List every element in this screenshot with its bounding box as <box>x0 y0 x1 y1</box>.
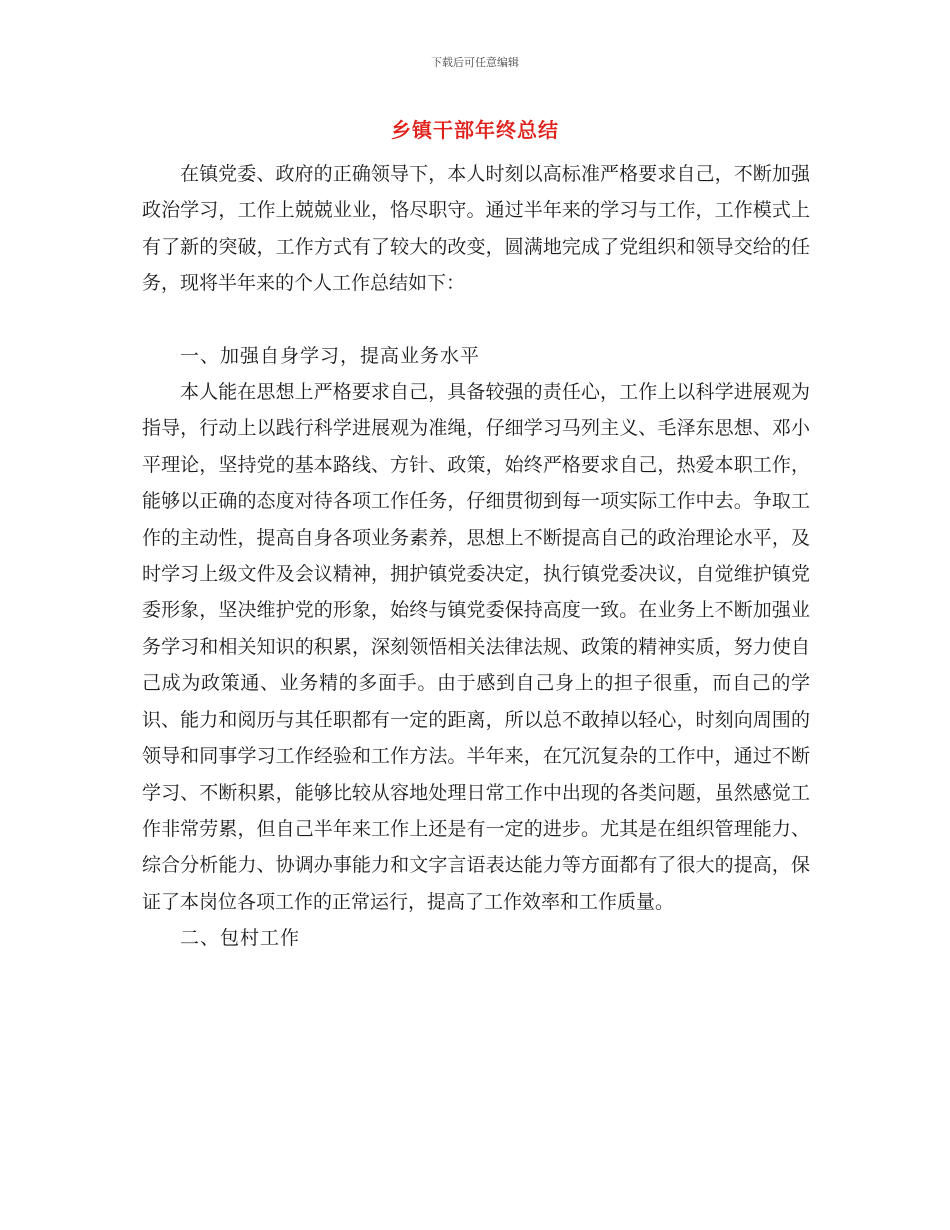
intro-paragraph: 在镇党委、政府的正确领导下，本人时刻以高标准严格要求自己，不断加强政治学习，工作上兢兢业业，恪尽职守。通过半年来的学习与工作，工作模式上有了新的突破，工作方式有了较大的改变，圆满地完成了党组织和领导交给的任务，现将半年来的个人工作总结如下： <box>142 163 810 295</box>
section-heading-2: 二、包村工作 <box>180 927 301 950</box>
document-title: 乡镇干部年终总结 <box>391 118 559 142</box>
section-1-paragraph: 本人能在思想上严格要求自己，具备较强的责任心，工作上以科学进展观为指导，行动上以践行科学进展观为准绳，仔细学习马列主义、毛泽东思想、邓小平理论，坚持党的基本路线、方针、政策，始终严格要求自己，热爱本职工作，能够以正确的态度对待各项工作任务，仔细贯彻到每一项实际工作中去。争取工作的主动性，提高自身各项业务素养，思想上不断提高自己的政治理论水平，及时学习上级文件及会议精神，拥护镇党委决定，执行镇党委决议，自觉维护镇党委形象，坚决维护党的形象，始终与镇党委保持高度一致。在业务上不断加强业务学习和相关知识的积累，深刻领悟相关法律法规、政策的精神实质，努力使自己成为政策通、业务精的多面手。由于感到自己身上的担子很重，而自己的学识、能力和阅历与其任职都有一定的距离，所以总不敢掉以轻心，时刻向周围的领导和同事学习工作经验和工作方法。半年来，在冗沉复杂的工作中，通过不断学习、不断积累，能够比较从容地处理日常工作中出现的各类问题，虽然感觉工作非常劳累，但自己半年来工作上还是有一定的进步。尤其是在组织管理能力、综合分析能力、协调办事能力和文字言语表达能力等方面都有了很大的提高，保证了本岗位各项工作的正常运行，提高了工作效率和工作质量。 <box>142 381 810 913</box>
page-header-note: 下载后可任意编辑 <box>431 56 519 69</box>
document-body <box>142 156 810 957</box>
section-heading-1: 一、加强自身学习，提高业务水平 <box>180 344 481 367</box>
paragraph-spacer <box>142 302 810 338</box>
